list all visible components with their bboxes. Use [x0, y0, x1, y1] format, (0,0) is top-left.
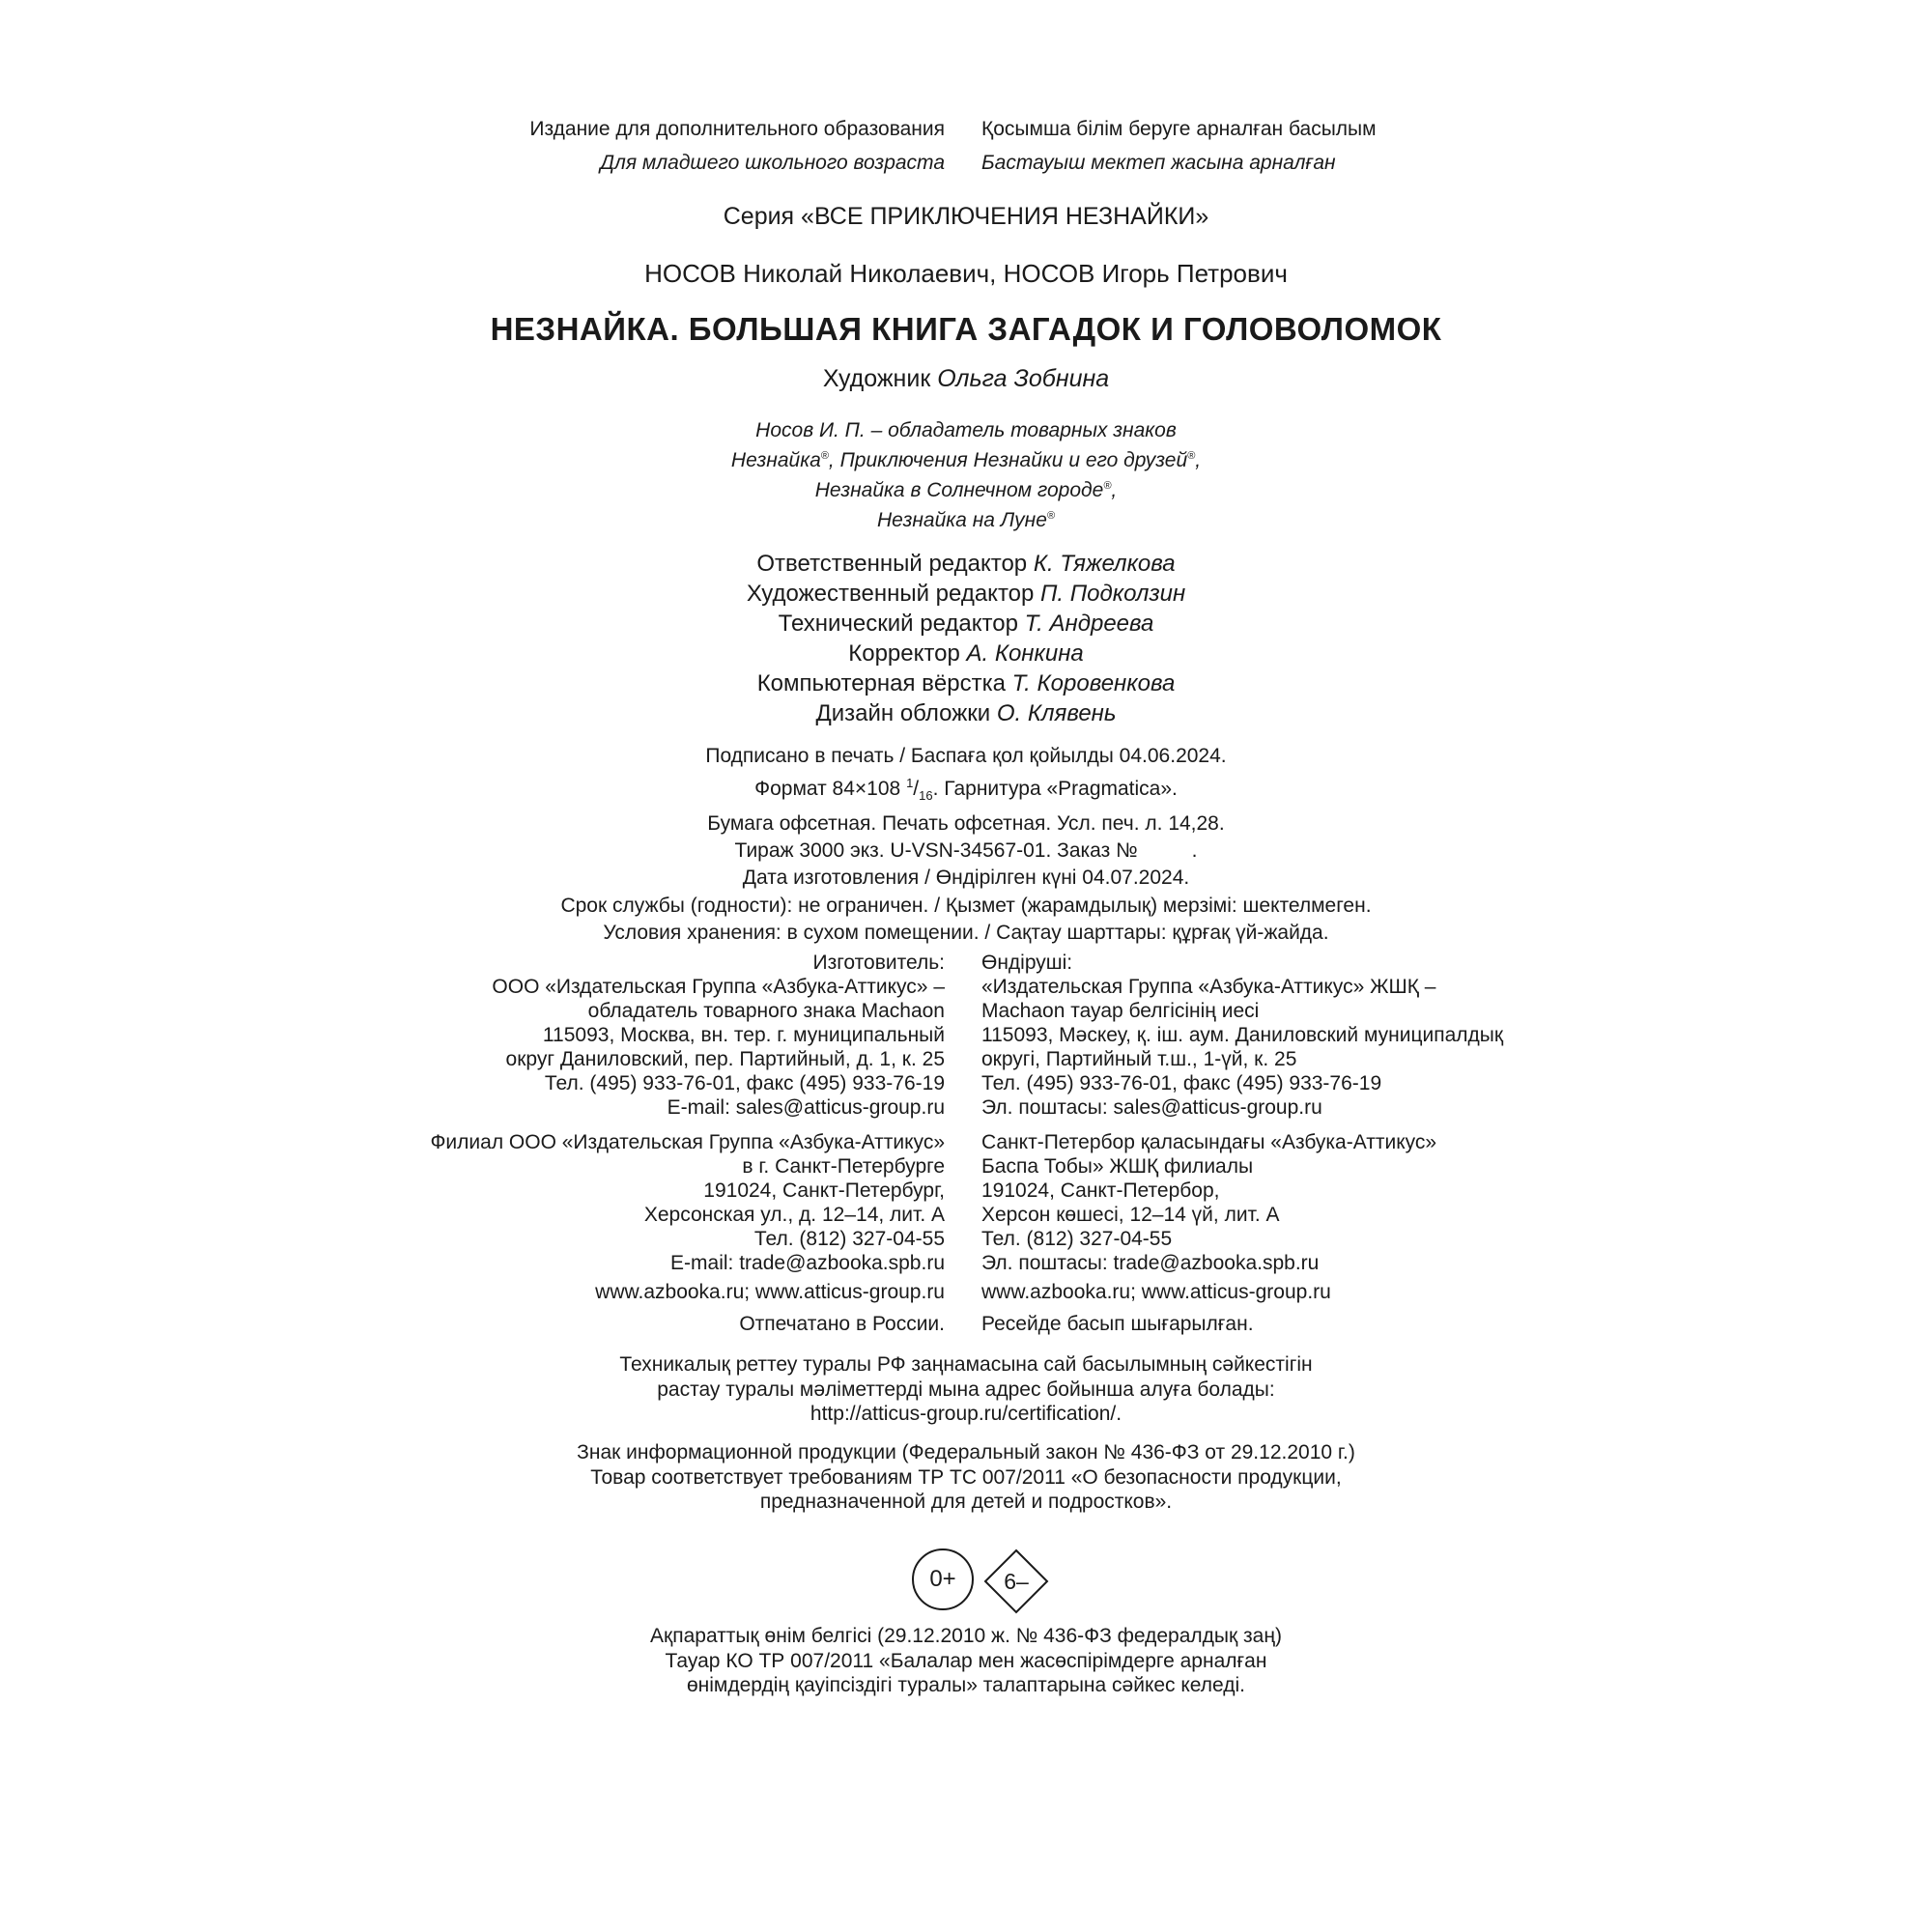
format-prefix: Формат 84×108 [754, 778, 901, 801]
reg-mark: ® [820, 450, 829, 462]
print-run [0, 838, 1932, 865]
staff-role: Технический редактор [778, 611, 1018, 637]
certification [0, 1352, 1932, 1427]
age-row [0, 146, 1932, 180]
staff-role: Ответственный редактор [756, 551, 1028, 577]
age-diamond-badge [983, 1548, 1049, 1614]
law-ru-line: Знак информационной продукции (Федеральный закон № 436-ФЗ от 29.12.2010 г.) [577, 1441, 1355, 1463]
certification-line: растау туралы мәліметтерді мына адрес бойынша алуға болады: [657, 1378, 1275, 1401]
staff-row [0, 639, 1932, 668]
printed-in-ru: Отпечатано в России. [739, 1313, 945, 1335]
branch-kz-line: Тел. (812) 327-04-55 [981, 1228, 1173, 1250]
manufacturer-kz-line: Өндіруші: [981, 952, 1073, 974]
staff-name: П. Подколзин [1040, 581, 1186, 607]
branch-ru-line: 191024, Санкт-Петербург, [703, 1179, 945, 1202]
law-kz [0, 1624, 1932, 1698]
branch-ru-email: E-mail: trade@azbooka.spb.ru [670, 1252, 945, 1274]
comma: , [1195, 449, 1202, 471]
edition-ru: Издание для дополнительного образования [529, 118, 945, 140]
manufacturer-kz-email: Эл. поштасы: sales@atticus-group.ru [981, 1096, 1322, 1119]
staff-role: Компьютерная вёрстка [756, 670, 1006, 696]
age-kz: Бастауыш мектеп жасына арналған [981, 152, 1336, 174]
reg-mark: ® [1187, 450, 1196, 462]
format-suffix: . Гарнитура «Pragmatica». [932, 778, 1178, 801]
format [0, 770, 1932, 810]
branch-ru [0, 1130, 972, 1275]
storage: Условия хранения: в сухом помещении. / Сақтау шарттары: құрғақ үй-жайда. [603, 921, 1329, 944]
branch-ru-line: Херсонская ул., д. 12–14, лит. А [643, 1204, 945, 1226]
trademarks [0, 417, 1932, 533]
staff-row [0, 698, 1932, 728]
manufacture-date: Дата изготовления / Өндірілген күні 04.07.2024. [742, 867, 1190, 890]
staff-row [0, 668, 1932, 698]
paper: Бумага офсетная. Печать офсетная. Усл. печ. л. 14,28. [707, 811, 1225, 835]
trademark-line-3 [0, 473, 1932, 503]
manufacturer-kz-line: 115093, Мәскеу, қ. іш. аум. Даниловский муниципалдық [981, 1024, 1504, 1046]
age-rating-text: 0+ [929, 1566, 956, 1592]
artist-name: Ольга Зобнина [937, 365, 1110, 392]
staff-name: О. Клявень [996, 700, 1117, 726]
branch-kz-line: Херсон көшесі, 12–14 үй, лит. А [981, 1204, 1280, 1226]
manufacturer-kz-line: округі, Партийный т.ш., 1-үй, к. 25 [981, 1048, 1297, 1070]
branch-kz-email: Эл. поштасы: trade@azbooka.spb.ru [981, 1252, 1320, 1274]
artist [0, 365, 1932, 393]
manufacturer-kz-line: «Издательская Группа «Азбука-Аттикус» ЖШҚ – [981, 976, 1436, 998]
staff-name: Т. Андреева [1024, 611, 1154, 637]
certification-line: Техникалық реттеу туралы РФ заңнамасына сай басылымның сәйкестігін [619, 1353, 1313, 1376]
age-ru: Для младшего школьного возраста [600, 152, 945, 174]
format-numerator: 1 [906, 776, 914, 791]
staff-row [0, 609, 1932, 639]
manufacturer-ru-line: Тел. (495) 933-76-01, факс (495) 933-76-19 [544, 1072, 945, 1094]
law-kz-line: Тауар КО ТР 007/2011 «Балалар мен жасөспірімдерге арналған [665, 1649, 1267, 1672]
age-diamond-text: 6– [1004, 1568, 1029, 1594]
websites-kz: www.azbooka.ru; www.atticus-group.ru [981, 1281, 1331, 1303]
branch-kz-line: Баспа Тобы» ЖШҚ филиалы [981, 1155, 1254, 1178]
certification-url: http://atticus-group.ru/certification/. [810, 1403, 1122, 1425]
printed-in [0, 1312, 1932, 1336]
law-ru-line: Товар соответствует требованиям ТР ТС 007/2011 «О безопасности продукции, [590, 1465, 1342, 1489]
service-life: Срок службы (годности): не ограничен. / Қызмет (жарамдылық) мерзімі: шектелмеген. [560, 894, 1372, 917]
branch-kz-line: Санкт-Петербор қаласындағы «Азбука-Аттикус» [981, 1131, 1437, 1153]
run-text: Тираж 3000 экз. U-VSN-34567-01. Заказ № [734, 839, 1138, 863]
trademark-owner: Носов И. П. – обладатель товарных знаков [755, 419, 1177, 441]
signed-date: Подписано в печать / Баспаға қол қойылды 04.06.2024. [705, 745, 1227, 767]
printed-in-kz: Ресейде басып шығарылған. [981, 1313, 1254, 1335]
artist-label: Художник [822, 365, 931, 392]
format-denominator: 16 [919, 788, 933, 804]
book-title: НЕЗНАЙКА. БОЛЬШАЯ КНИГА ЗАГАДОК И ГОЛОВОЛОМОК [490, 311, 1442, 347]
series: Серия «ВСЕ ПРИКЛЮЧЕНИЯ НЕЗНАЙКИ» [723, 203, 1209, 230]
manufacturer-ru-line: 115093, Москва, вн. тер. г. муниципальный [542, 1024, 945, 1046]
staff-row [0, 549, 1932, 579]
staff-name: Т. Коровенкова [1011, 670, 1176, 696]
law-kz-line: өнімдердің қауіпсіздігі туралы» талаптарына сәйкес келеді. [686, 1674, 1246, 1696]
format-slash: / [913, 778, 920, 801]
manufacturer-ru-email: E-mail: sales@atticus-group.ru [667, 1096, 945, 1119]
staff-role: Дизайн обложки [815, 700, 991, 726]
law-ru [0, 1440, 1932, 1515]
reg-mark: ® [1046, 510, 1056, 522]
age-rating-badge [912, 1548, 974, 1610]
trademark-line-4 [0, 503, 1932, 533]
manufacturer-ru-line: округ Даниловский, пер. Партийный, д. 1, к. 25 [505, 1048, 945, 1070]
edition-row [0, 112, 1932, 146]
branch-ru-line: Тел. (812) 327-04-55 [753, 1228, 945, 1250]
print-info [0, 743, 1932, 947]
staff-list [0, 549, 1932, 728]
trademark-3: Незнайка в Солнечном городе [814, 479, 1104, 501]
manufacturer-kz-line: Тел. (495) 933-76-01, факс (495) 933-76-19 [981, 1072, 1382, 1094]
trademark-line-2 [0, 443, 1932, 473]
manufacturer-ru [0, 951, 972, 1120]
branch-ru-line: в г. Санкт-Петербурге [742, 1155, 945, 1178]
law-kz-line: Ақпараттық өнім белгісі (29.12.2010 ж. № 436-ФЗ федералдық заң) [650, 1625, 1282, 1647]
staff-role: Художественный редактор [746, 581, 1035, 607]
manufacturer [0, 951, 1932, 1120]
staff-role: Корректор [848, 640, 960, 667]
reg-mark: ® [1103, 480, 1112, 492]
law-ru-line: предназначенной для детей и подростков». [759, 1491, 1173, 1513]
age-badges [912, 1548, 1057, 1616]
websites [0, 1280, 1932, 1304]
trademark-2: Приключения Незнайки и его друзей [839, 449, 1188, 471]
branch-ru-line: Филиал ООО «Издательская Группа «Азбука-Аттикус» [430, 1131, 945, 1153]
branch-kz [972, 1130, 1932, 1275]
edition-kz: Қосымша білім беруге арналған басылым [981, 118, 1377, 140]
manufacturer-kz [972, 951, 1932, 1120]
manufacturer-ru-line: Изготовитель: [812, 952, 945, 974]
websites-ru: www.azbooka.ru; www.atticus-group.ru [595, 1281, 945, 1303]
run-end: . [1191, 839, 1198, 863]
manufacturer-ru-line: ООО «Издательская Группа «Азбука-Аттикус» – [492, 976, 945, 998]
comma: , [1111, 479, 1118, 501]
trademark-1: Незнайка [730, 449, 821, 471]
trademark-4: Незнайка на Луне [876, 509, 1047, 531]
authors: НОСОВ Николай Николаевич, НОСОВ Игорь Петрович [644, 259, 1288, 288]
branch [0, 1130, 1932, 1275]
staff-name: А. Конкина [966, 640, 1084, 667]
comma: , [828, 449, 835, 471]
branch-kz-line: 191024, Санкт-Петербор, [981, 1179, 1220, 1202]
staff-name: К. Тяжелкова [1033, 551, 1176, 577]
manufacturer-kz-line: Machaon тауар белгісінің иесі [981, 1000, 1260, 1022]
staff-row [0, 579, 1932, 609]
manufacturer-ru-line: обладатель товарного знака Machaon [587, 1000, 945, 1022]
